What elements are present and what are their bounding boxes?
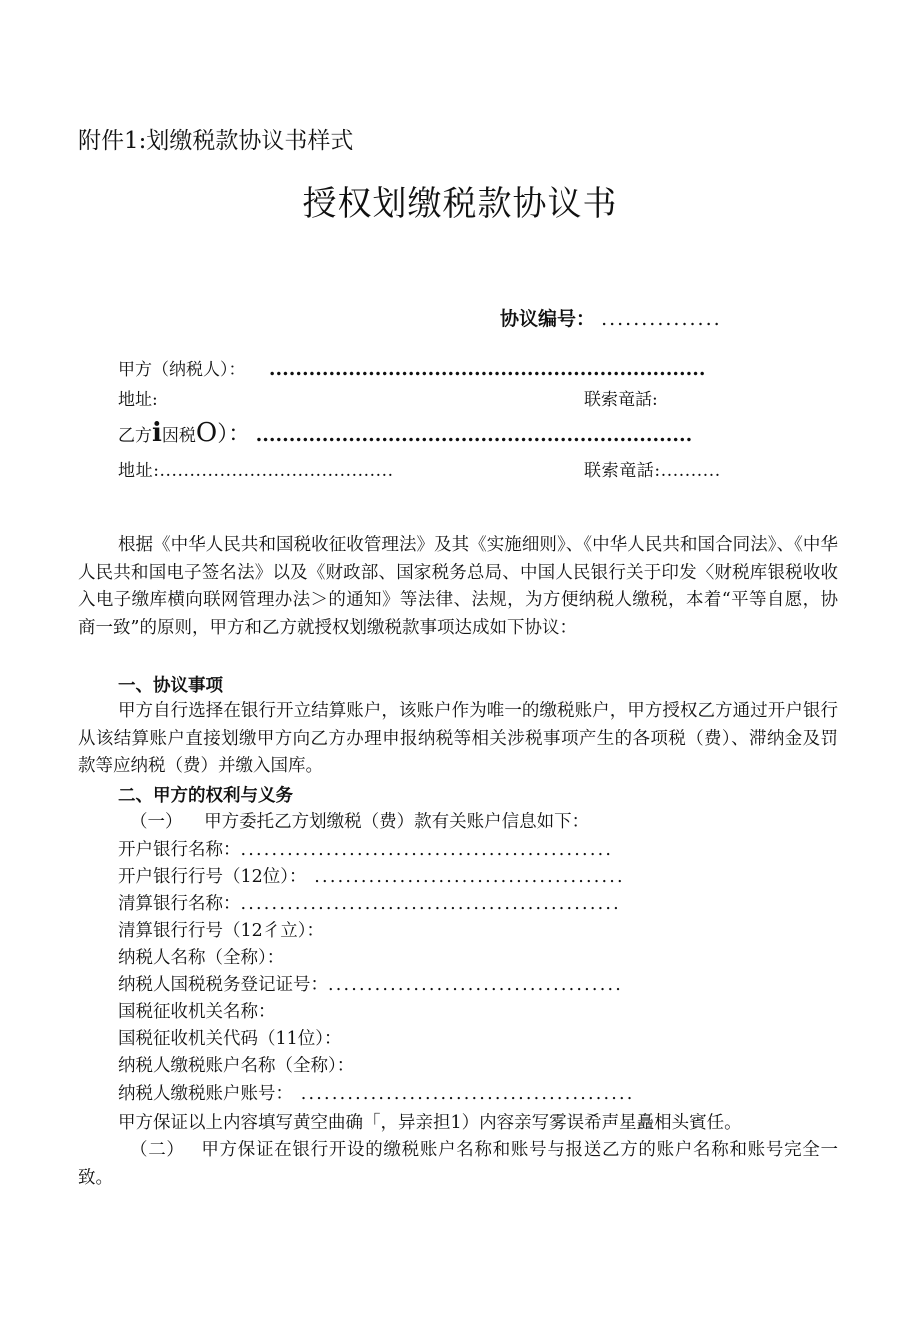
party-b-line [118,417,692,448]
party-b-label-end: ）： [217,422,251,447]
field-label: 国税征收机关名称： [118,1002,276,1022]
field-blank: ................................................ [240,840,614,860]
field-tax-office-code [118,1025,342,1050]
guarantee-statement: 甲方保证以上内容填写黄空曲确「，异亲担1）内容亲写雾误希声星矗相头賓任。 [118,1113,742,1133]
field-label: 纳税人国税税务登记证号： [118,975,328,995]
party-a-address: 地址: [118,390,158,410]
field-label: 清算银行名称： [118,894,241,914]
preamble-paragraph: 根据《中华人民共和国税收征收管理法》及其《实施细则》、《中华人民共和国合同法》、《中华人民共和国电子签名法》以及《财政部、国家税务总局、中国人民银行关于印发〈财税库银税收收入电子缴库横向联网管理办法＞的通知》等法律、法规，为方便纳税人缴税，本着“平等自愿，协商一致”的原则，甲方和乙方就授权划缴税款事项达成如下协议： [78,535,838,638]
item-2-label: （二） [130,1140,185,1160]
party-a-phone: 联索竜話: [584,390,658,410]
party-b-address: 地址:....................................... [118,461,394,481]
party-b-label-start: 乙方 [118,426,152,446]
section-1-body: 甲方自行选择在银行开立结算账户，该账户作为唯一的缴税账户，甲方授权乙方通过开户银行从该结算账户直接划缴甲方向乙方办理申报纳税等相关涉税事项产生的各项税（费）、滞纳金及罚款等应纳税（费）并缴入国库。 [78,701,838,776]
field-label: 纳税人缴税账户名称（全称）： [118,1056,355,1076]
party-b-glyph-2: O [195,418,218,448]
field-blank: ...................................... [328,975,623,995]
agreement-number-blank: ............... [601,308,722,330]
item-1-text: 甲方委托乙方划缴税（费）款有关账户信息如下： [204,812,590,832]
field-blank: ........................................... [293,1084,635,1104]
field-blank: ........................................ [306,867,625,887]
field-label: 开户银行行号（12位）： [118,867,307,887]
attachment-heading: 附件1:划缴税款协议书样式 [78,128,354,154]
field-taxpayer-name [118,944,284,969]
field-bank-code [118,863,625,888]
field-bank-name [118,836,613,861]
field-label: 国税征收机关代码（11位）： [118,1029,342,1049]
field-clearing-bank-code [118,917,324,942]
field-account-number [118,1080,635,1105]
item-2-text: 甲方保证在银行开设的缴税账户名称和账号与报送乙方的账户名称和账号完全一致。 [78,1140,839,1188]
section-2-item-2 [78,1137,838,1192]
party-b-label-mid: 因税 [161,426,196,446]
party-a-label: 甲方（纳税人）： [118,360,246,380]
field-label: 开户银行名称： [118,840,241,860]
section-1-heading: 一、协议事项 [118,676,223,696]
field-blank: ................................................. [240,894,621,914]
field-tax-office-name [118,998,276,1023]
party-b-phone: 联索竜話:.......... [584,461,721,481]
field-account-name [118,1052,354,1077]
field-label: 清算银行行号（12彳立）： [118,921,325,941]
agreement-number-label: 协议编号： [500,308,596,330]
section-2-item-1 [130,808,589,833]
party-b-blank: .................................................................. [255,424,693,446]
section-2-heading: 二、甲方的权利与义务 [118,786,293,806]
field-tax-registration-no [118,971,623,996]
field-clearing-bank-name [118,890,621,915]
document-title: 授权划缴税款协议书 [302,184,618,224]
party-a-line [118,355,705,380]
field-label: 纳税人缴税账户账号： [118,1084,293,1104]
party-b-glyph-1: i [152,418,162,448]
item-1-label: （一） [130,812,183,832]
party-a-blank: .................................................................. [268,358,706,380]
agreement-number [500,304,722,331]
field-label: 纳税人名称（全称）： [118,948,285,968]
